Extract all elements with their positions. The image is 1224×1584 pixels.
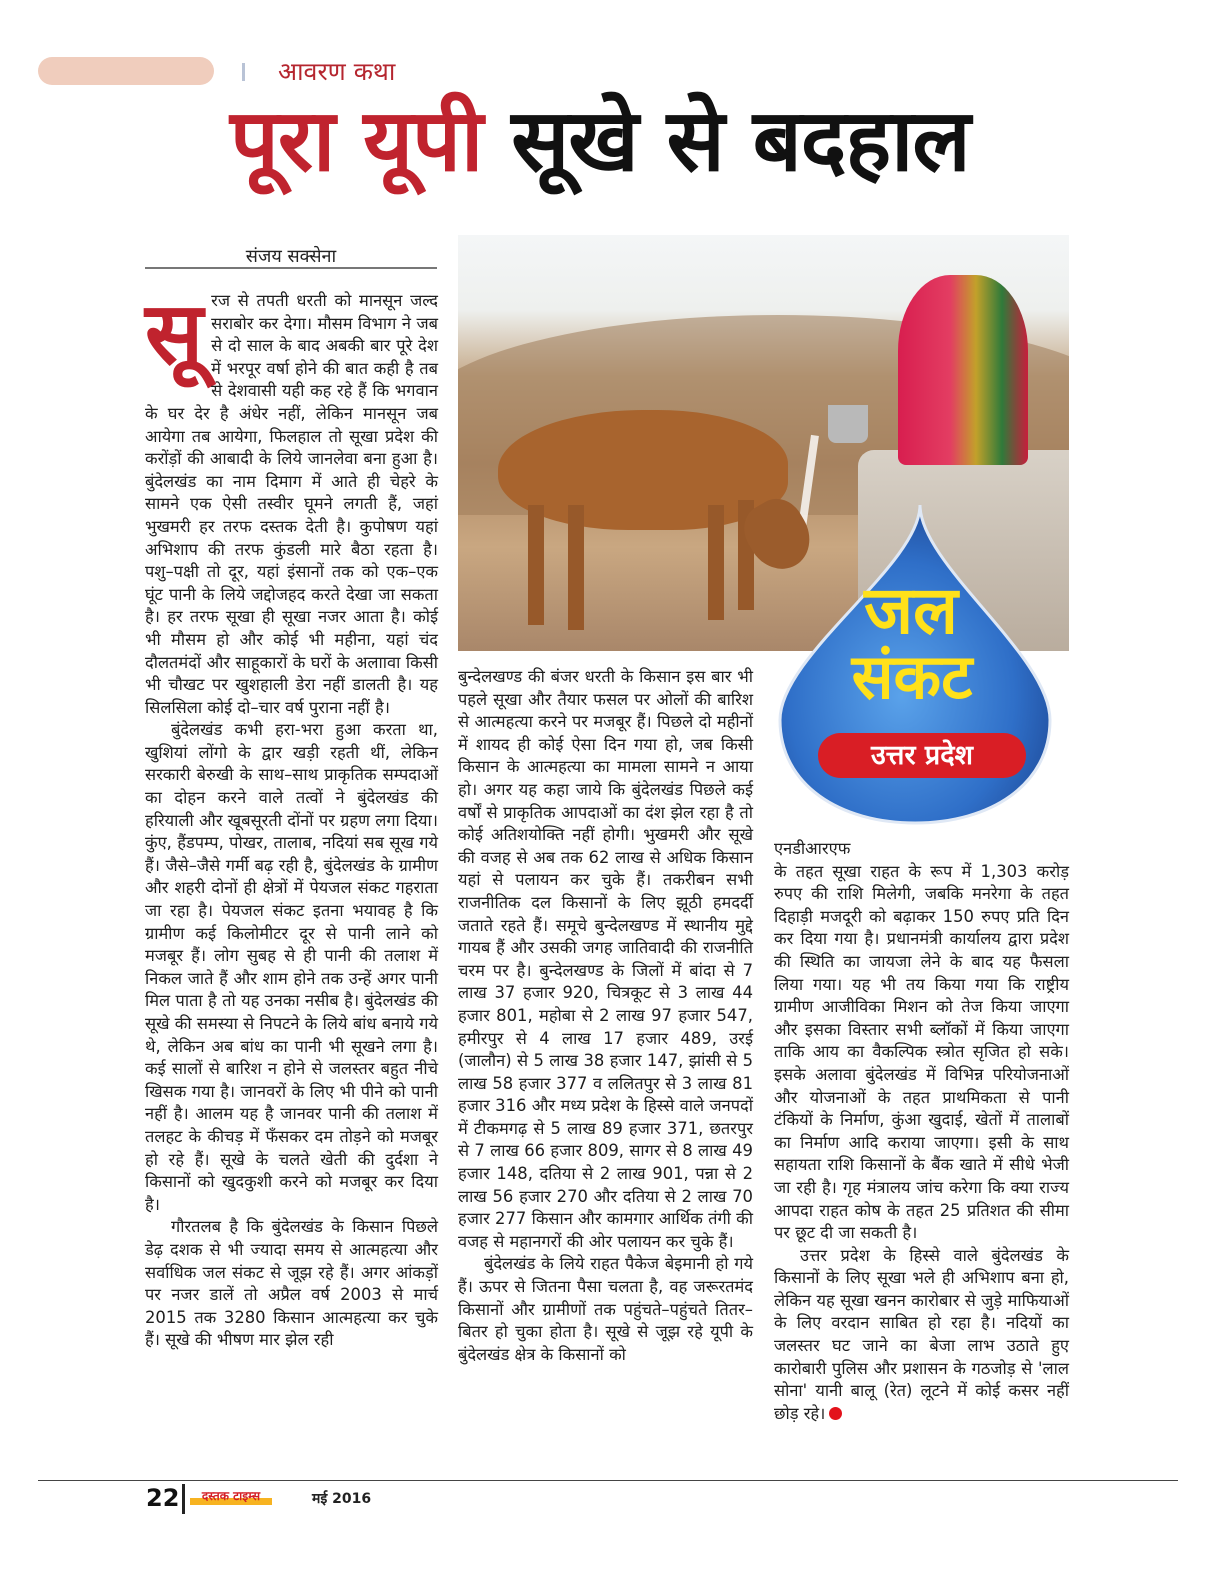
article-column-3 bbox=[774, 838, 1069, 1425]
footer-separator bbox=[182, 1484, 185, 1514]
paragraph: बुन्देलखण्ड की बंजर धरती के किसान इस बार भी पहले सूखा और तैयार फसल पर ओलों की बारिश से आत्महत्या करने पर मजबूर हैं। पिछले दो महीनों में शायद ही कोई ऐसा दिन गया हो, जब किसी किसान के आत्महत्या का मामला सामने न आया हो। अगर यह कहा जाये कि बुंदेलखंड पिछले कई वर्षों से प्राकृतिक आपदाओं का दंश झेल रहा है तो कोई अतिशयोक्ति नहीं होगी। भुखमरी और सूखे की वजह से अब तक 62 लाख से अधिक किसान यहां से पलायन कर चुके हैं। तकरीबन सभी राजनीतिक दल किसानों के लिए झूठी हमदर्दी जताते रहते हैं। समूचे बुन्देलखण्ड में स्थानीय मुद्दे गायब हैं और उसकी जगह जातिवादी की राजनीति चरम पर है। बुन्देलखण्ड के जिलों में बांदा से 7 लाख 37 हजार 920, चित्रकूट से 3 लाख 44 हजार 801, महोबा से 2 लाख 97 हजार 547, हमीरपुर से 4 लाख 17 हजार 489, उरई (जालौन) से 5 लाख 38 हजार 147, झांसी से 5 लाख 58 हजार 377 व ललितपुर से 3 लाख 81 हजार 316 और मध्य प्रदेश के हिस्से वाले जनपदों में टीकमगढ़ से 5 लाख 89 हजार 371, छतरपुर से 7 लाख 66 हजार 809, सागर से 8 लाख 49 हजार 148, दतिया से 2 लाख 901, पन्ना से 2 लाख 56 हजार 270 और दतिया से 2 लाख 70 हजार 277 किसान और कामगार आर्थिक तंगी की वजह से महानगरों की ओर पलायन कर चुके हैं। bbox=[458, 667, 753, 1251]
headline-red: पूरा यूपी bbox=[230, 91, 483, 191]
paragraph-final bbox=[774, 1245, 1069, 1426]
paragraph: बुंदेलखंड कभी हरा-भरा हुआ करता था, खुशियां लोंगो के द्वार खड़ी रहती थीं, लेकिन सरकारी बेरुखी के साथ–साथ प्राकृतिक सम्पदाओं का दोहन करने वाले तत्वों ने बुंदेलखंड की हरियाली और खूबसूरती दोंनों पर ग्रहण लगा दिया। कुंए, हैंडपम्प, पोखर, तालाब, नदियां सब सूख गये हैं। जैसे–जैसे गर्मी बढ़ रही है, बुंदेलखंड के ग्रामीण और शहरी दोनों ही क्षेत्रों में पेयजल संकट गहराता जा रहा है। पेयजल संकट इतना भयावह है कि ग्रामीण कई किलोमीटर दूर से पानी लाने को मजबूर हैं। लोग सुबह से ही पानी की तलाश में निकल जाते हैं और शाम होने तक उन्हें अगर पानी मिल पाता है तो यह उनका नसीब है। बुंदेलखंड की सूखे की समस्या से निपटने के लिये बांध बनाये गये थे, लेकिन अब बांध का पानी भी सूखने लगा है। कई सालों से बारिश न होने से जलस्तर बहुत नीचे खिसक गया है। जानवरों के लिए भी पीने को पानी नहीं है। आलम यह है जानवर पानी की तलाश में तलहट के कीचड़ में फँसकर दम तोड़ने को मजबूर हो रहे हैं। सूखे के चलते खेती की दुर्दशा ने किसानों को खुदकुशी करने को मजबूर कर दिया है। bbox=[145, 720, 438, 1214]
paragraph: बुंदेलखंड के लिये राहत पैकेज बेइमानी हो गये हैं। ऊपर से जितना पैसा चलता है, वह जरूरतमंद किसानों और ग्रामीणों तक पहुंचते–पहुंचते तितर–बितर हो चुका होता है। सूखे से जूझ रहे यूपी के बुंदेलखंड क्षेत्र के किसानों को bbox=[458, 1254, 753, 1364]
headline bbox=[230, 91, 970, 191]
byline: संजय सक्सेना bbox=[245, 246, 337, 267]
headline-black: सूखे से बदहाल bbox=[511, 91, 970, 191]
footer-rule bbox=[38, 1480, 1178, 1481]
paragraph-text: उत्तर प्रदेश के हिस्से वाले बुंदेलखंड के किसानों के लिए सूखा भले ही अभिशाप बना हो, लेकिन यह सूखा खनन कारोबार से जुड़े माफियाओं के लिए वरदान साबित हो रहा है। नदियों का जलस्तर घट जाने का बेजा लाभ उठाते हुए कारोबारी पुलिस और प्रशासन के गठजोड़ से 'लाल सोना' यानी बालू (रेत) लूटने में कोई कसर नहीं छोड़ रहे। bbox=[774, 1245, 1069, 1423]
callout-title-line1: जल bbox=[864, 572, 958, 649]
page-number: 22 bbox=[146, 1484, 180, 1512]
paragraph-lead: एनडीआरएफ bbox=[774, 839, 851, 858]
section-tab-decoration bbox=[38, 57, 214, 85]
section-separator bbox=[242, 63, 245, 81]
photo-bucket bbox=[828, 405, 868, 443]
callout-title-line2: संकट bbox=[851, 640, 973, 713]
photo-cow-leg bbox=[708, 505, 724, 620]
byline-rule bbox=[145, 267, 437, 269]
photo-cow-leg bbox=[528, 505, 544, 625]
end-mark-icon bbox=[829, 1407, 842, 1420]
photo-cow-leg bbox=[568, 505, 584, 630]
article-column-2 bbox=[458, 666, 753, 1366]
paragraph: रज से तपती धरती को मानसून जल्द सराबोर कर देगा। मौसम विभाग ने जब से दो साल के बाद अबकी बार पूरे देश में भरपूर वर्षा होने की बात कही है तब से देशवासी यही कह रहे हैं कि भगवान के घर देर है अंधेर नहीं, लेकिन मानसून जब आयेगा तब आयेगा, फिलहाल तो सूखा प्रदेश की करोंड़ों की आबादी के लिये जानलेवा बना हुआ है। बुंदेलखंड का नाम दिमाग में आते ही चेहरे के सामने एक ऐसी तस्वीर घूमने लगती हैं, जहां भुखमरी हर तरफ दस्तक देती है। कुपोषण यहां अभिशाप की तरफ कुंडली मारे बैठा रहता है। पशु–पक्षी तो दूर, यहां इंसानों तक को एक–एक घूंट पानी के लिये जद्दोजहद करते देखा जा सकता है। हर तरफ सूखा ही सूखा नजर आता है। कोई भी मौसम हो और कोई भी महीना, यहां चंद दौलतमंदों और साहूकारों के घरों के अलाावा किसी भी चौखट पर खुशहाली डेरा नहीं डालती है। यह सिलसिला कोई दो–चार वर्ष पुराना नहीं है। bbox=[145, 291, 438, 717]
section-label: आवरण कथा bbox=[278, 57, 396, 86]
drop-cap: सू bbox=[145, 284, 204, 384]
paragraph: के तहत सूखा राहत के रूप में 1,303 करोड़ रुपए की राशि मिलेगी, जबकि मनरेगा के तहत दिहाड़ी मजदूरी को बढ़ाकर 150 रुपए प्रति दिन कर दिया गया है। प्रधानमंत्री कार्यालय द्वारा प्रदेश की स्थिति का जायजा लेने के बाद यह फैसला लिया गया। यह भी तय किया गया कि राष्ट्रीय ग्रामीण आजीविका मिशन को तेज किया जाएगा और इसका विस्तार सभी ब्लॉकों में किया जाएगा ताकि आय का वैकल्पिक स्त्रोत सृजित हो सके। इसके अलावा बुंदेलखंड में विभिन्न परियोजनाओं और योजनाओं के तहत प्राथमिकता से पानी टंकियों के निर्माण, कुंआ खुदाई, खेतों में तालाबों का निर्माण आदि कराया जाएगा। इसी के साथ सहायता राशि किसानों के बैंक खाते में सीधे भेजी जा रही है। गृह मंत्रालय जांच करेगा कि क्या राज्य आपदा राहत कोष के तहत 25 प्रतिशत की सीमा पर छूट दी जा सकती है। bbox=[774, 861, 1069, 1243]
magazine-logo: दस्तक टाइम्स bbox=[190, 1489, 272, 1505]
photo-woman bbox=[898, 275, 1028, 465]
article-column-1 bbox=[145, 284, 438, 1352]
callout-state-badge: उत्तर प्रदेश bbox=[818, 733, 1026, 778]
paragraph: गौरतलब है कि बुंदेलखंड के किसान पिछले डेढ़ दशक से भी ज्यादा समय से आत्महत्या और सर्वाधिक जल संकट से जूझ रहे हैं। अगर आंकड़ों पर नजर डालें तो अप्रैल वर्ष 2003 से मार्च 2015 तक 3280 किसान आत्महत्या कर चुके हैं। सूखे की भीषण मार झेल रही bbox=[145, 1217, 438, 1350]
issue-date: मई 2016 bbox=[312, 1491, 372, 1507]
